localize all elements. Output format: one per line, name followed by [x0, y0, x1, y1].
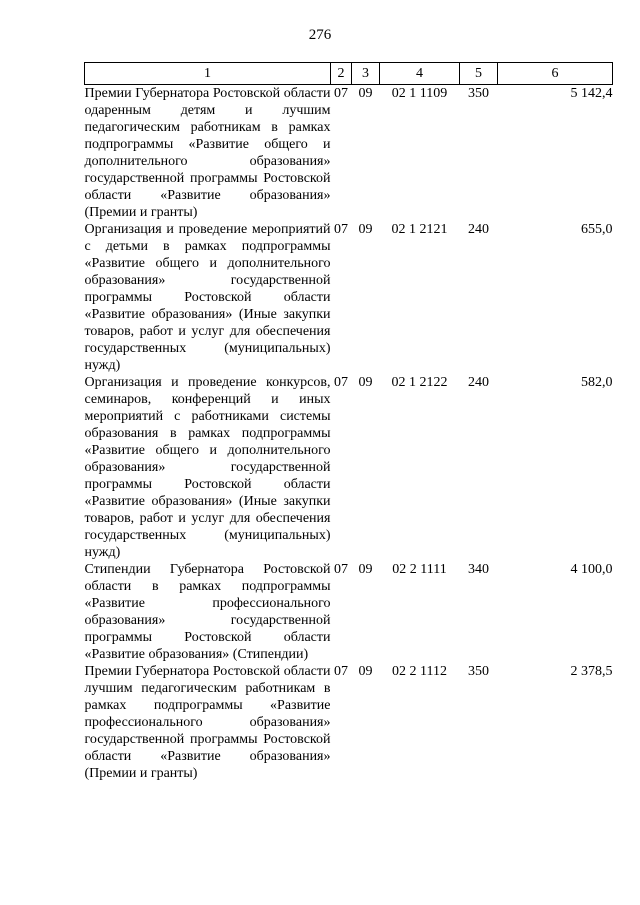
row-target-code: 02 1 2121: [391, 222, 448, 237]
header-col-2: 2: [331, 63, 352, 85]
row-section: 07: [334, 375, 348, 390]
row-description: Организация и проведение мероприятий с детьми в рамках подпрограммы «Развитие общего и дополнительного образования» государственной программы Ростовской области «Развитие образования» (Иные закупки товаров, работ и услуг для обеспечения государственных (муниципальных) нужд): [84, 222, 331, 373]
table-row: [85, 374, 613, 561]
row-section: 07: [334, 86, 348, 101]
row-subsection: 09: [358, 222, 373, 237]
row-amount: 5 142,4: [570, 86, 613, 101]
table-row: [85, 221, 613, 374]
row-expense-type: 350: [468, 86, 489, 101]
row-section: 07: [334, 222, 348, 237]
row-amount: 582,0: [581, 375, 613, 390]
row-subsection: 09: [358, 664, 373, 679]
row-expense-type: 240: [468, 222, 489, 237]
row-section: 07: [334, 664, 348, 679]
row-expense-type: 340: [468, 562, 489, 577]
row-amount: 4 100,0: [570, 562, 613, 577]
header-row: [85, 63, 613, 85]
row-target-code: 02 1 2122: [391, 375, 448, 390]
header-col-6: 6: [498, 63, 613, 85]
row-target-code: 02 2 1112: [392, 664, 447, 679]
table-row: [85, 85, 613, 222]
row-description: Организация и проведение конкурсов, семинаров, конференций и иных мероприятий с работниками системы образования в рамках подпрограммы «Развитие общего и дополнительного образования» государственной программы Ростовской области «Развитие образования» (Иные закупки товаров, работ и услуг для обеспечения государственных (муниципальных) нужд): [84, 375, 331, 560]
row-description: Премии Губернатора Ростовской области одаренным детям и лучшим педагогическим работникам в рамках подпрограммы «Развитие общего и дополнительного образования» государственной программы Ростовской области «Развитие образования» (Премии и гранты): [84, 86, 331, 220]
row-target-code: 02 1 1109: [391, 86, 448, 101]
row-subsection: 09: [358, 375, 373, 390]
row-subsection: 09: [358, 86, 373, 101]
row-target-code: 02 2 1111: [392, 562, 447, 577]
table-row: [85, 561, 613, 663]
row-subsection: 09: [358, 562, 373, 577]
budget-table: [84, 62, 613, 782]
row-expense-type: 240: [468, 375, 489, 390]
row-amount: 2 378,5: [570, 664, 613, 679]
page-number: 276: [308, 27, 332, 43]
header-col-1: 1: [85, 63, 331, 85]
header-col-4: 4: [380, 63, 460, 85]
header-col-5: 5: [460, 63, 498, 85]
row-description: Премии Губернатора Ростовской области лучшим педагогическим работникам в рамках подпрограммы «Развитие профессионального образования» государственной программы Ростовской области «Развитие образования» (Премии и гранты): [84, 664, 331, 781]
header-col-3: 3: [352, 63, 380, 85]
row-section: 07: [334, 562, 348, 577]
row-expense-type: 350: [468, 664, 489, 679]
table-row: [85, 663, 613, 782]
row-amount: 655,0: [581, 222, 613, 237]
row-description: Стипендии Губернатора Ростовской области в рамках подпрограммы «Развитие профессионального образования» государственной программы Ростовской области «Развитие образования» (Стипендии): [84, 562, 331, 662]
